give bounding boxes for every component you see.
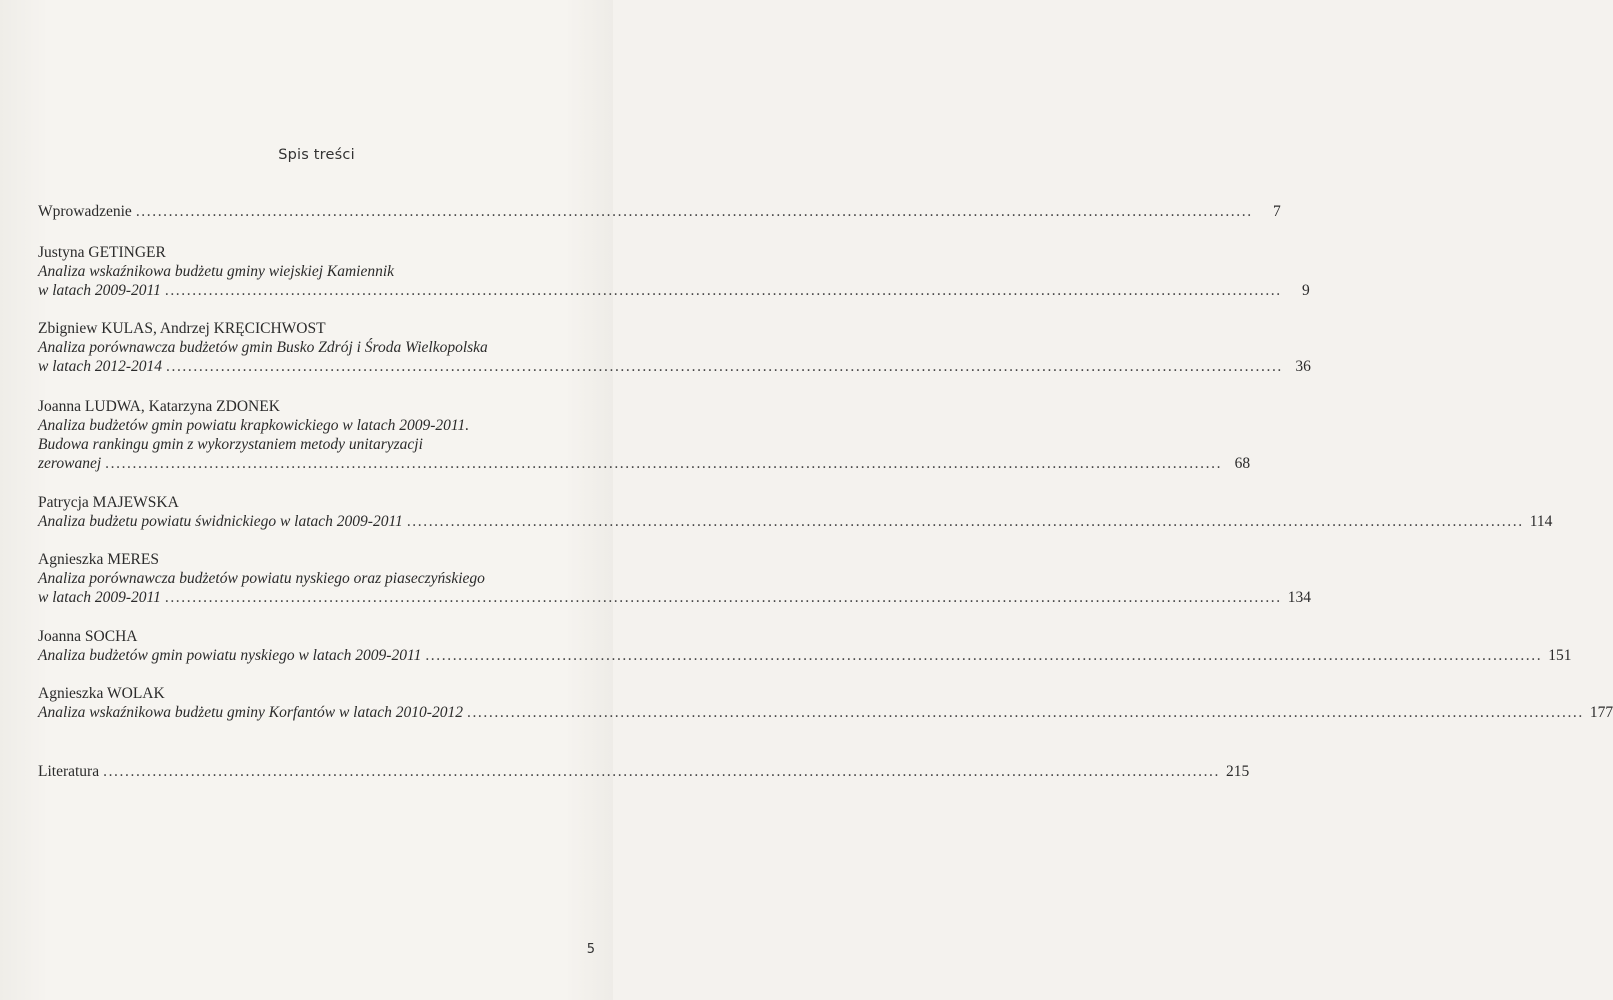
toc-entry-title-line: Budowa rankingu gmin z wykorzystaniem metody unitaryzacji [38,436,423,453]
toc-entry-bibliography [38,762,1250,781]
toc-entry-title: Wprowadzenie [38,203,132,220]
toc-entry-title-last-line: Analiza budżetu powiatu świdnickiego w latach 2009-2011 [38,513,403,530]
toc-entry-author: Agnieszka MERES [38,551,159,568]
toc-page-number: 9 [1302,282,1310,299]
toc-entry-author: Agnieszka WOLAK [38,685,165,702]
toc-entry-author: Joanna LUDWA, Katarzyna ZDONEK [38,398,280,415]
toc-entry-title-line: Analiza porównawcza budżetów powiatu nyskiego oraz piaseczyńskiego [38,570,485,587]
dot-leader: ............................................................................................................................................................................................................ [164,282,1282,299]
toc-page-number: 134 [1287,589,1311,606]
toc-entry-majewska [38,493,1553,531]
toc-entry-author: Justyna GETINGER [38,244,166,261]
toc-entry-meres [38,550,1311,607]
dot-leader: ............................................................................................................................................................................................................ [466,704,1584,721]
toc-entry-getinger [38,243,1310,300]
toc-entry-title: Literatura [38,763,100,780]
dot-leader: ............................................................................................................................................................................................................ [164,589,1282,606]
toc-entry-title-line: Analiza wskaźnikowa budżetu gminy wiejskiej Kamiennik [38,263,395,280]
toc-entry-author: Zbigniew KULAS, Andrzej KRĘCICHWOST [38,320,326,337]
toc-entry-title-line: Analiza budżetów gmin powiatu krapkowickiego w latach 2009-2011. [38,417,470,434]
dot-leader: ............................................................................................................................................................................................................ [425,647,1543,664]
dot-leader: ............................................................................................................................................................................................................ [103,763,1221,780]
toc-entry-title-last-line: w latach 2009-2011 [38,589,161,606]
toc-page-number: 36 [1295,358,1311,375]
dot-leader: ............................................................................................................................................................................................................ [166,358,1283,375]
toc-page-number: 177 [1589,704,1613,721]
toc-heading: Spis treści [278,147,355,163]
toc-entry-ludwa [38,397,1251,473]
toc-entry-introduction [38,202,1281,221]
toc-page-number: 68 [1234,455,1251,472]
page-number: 5 [586,942,595,957]
toc-page-number: 114 [1529,513,1553,530]
toc-entry-title-last-line: w latach 2009-2011 [38,282,161,299]
toc-entry-author: Patrycja MAJEWSKA [38,494,179,511]
toc-entry-socha [38,627,1572,665]
dot-leader: ............................................................................................................................................................................................................ [406,513,1524,530]
dot-leader: ............................................................................................................................................................................................................ [135,203,1253,220]
toc-entry-title-line: Analiza porównawcza budżetów gmin Busko Zdrój i Środa Wielkopolska [38,339,488,356]
toc-entry-author: Joanna SOCHA [38,628,138,645]
toc-page-number: 7 [1272,203,1281,220]
dot-leader: ............................................................................................................................................................................................................ [105,455,1223,472]
toc-entry-title-last-line: w latach 2012-2014 [38,358,162,375]
toc-entry-wolak [38,684,1613,722]
toc-entry-title-last-line: Analiza wskaźnikowa budżetu gminy Korfantów w latach 2010-2012 [38,704,463,721]
toc-page-number: 151 [1548,647,1572,664]
toc-entry-title-last-line: Analiza budżetów gmin powiatu nyskiego w latach 2009-2011 [38,647,422,664]
toc-entry-kulas [38,319,1311,376]
toc-entry-title-last-line: zerowanej [38,455,102,472]
toc-page-number: 215 [1226,763,1250,780]
